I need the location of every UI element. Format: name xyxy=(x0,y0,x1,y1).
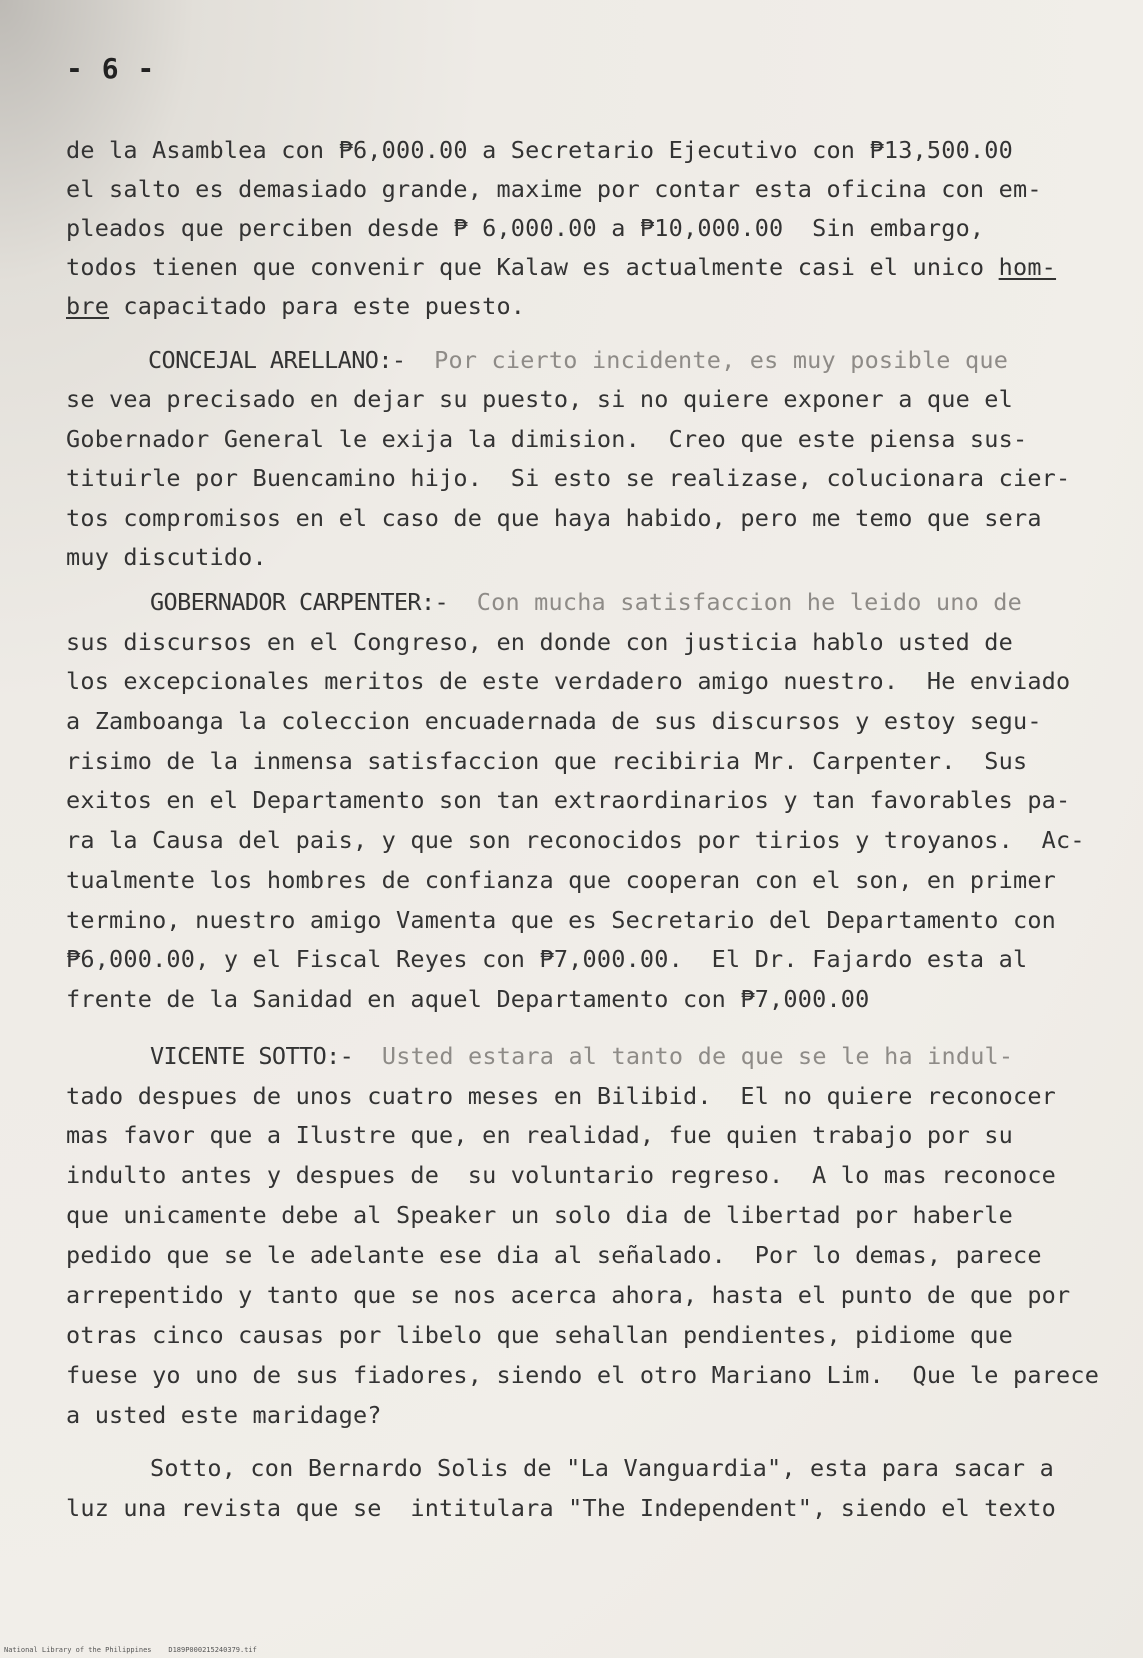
text-line: el salto es demasiado grande, maxime por contar esta oficina con em- xyxy=(66,175,1042,203)
text-segment: capacitado para este puesto. xyxy=(109,292,526,320)
text-line: mas favor que a Ilustre que, en realidad, fue quien trabajo por su xyxy=(66,1121,1013,1149)
speaker-name: CONCEJAL ARELLANO:- xyxy=(148,346,406,374)
text-line: pedido que se le adelante ese dia al señalado. Por lo demas, parece xyxy=(66,1241,1042,1269)
text-line: frente de la Sanidad en aquel Departamento con ₱7,000.00 xyxy=(66,985,870,1013)
text-line: fuese yo uno de sus fiadores, siendo el otro Mariano Lim. Que le parece xyxy=(66,1361,1100,1389)
speaker-name: VICENTE SOTTO:- xyxy=(150,1042,354,1070)
scan-footer: National Library of the Philippines D189P000215240379.tif xyxy=(4,1646,257,1654)
text-line: a usted este maridage? xyxy=(66,1401,382,1429)
text-line: muy discutido. xyxy=(66,543,267,571)
text-line: pleados que perciben desde ₱ 6,000.00 a ₱10,000.00 Sin embargo, xyxy=(66,214,985,242)
text-line: otras cinco causas por libelo que sehallan pendientes, pidiome que xyxy=(66,1321,1013,1349)
text-line: ₱6,000.00, y el Fiscal Reyes con ₱7,000.00. El Dr. Fajardo esta al xyxy=(66,945,1028,973)
speaker-name: GOBERNADOR CARPENTER:- xyxy=(150,588,449,616)
text-line xyxy=(150,1035,1013,1077)
text-line: de la Asamblea con ₱6,000.00 a Secretario Ejecutivo con ₱13,500.00 xyxy=(66,136,1013,164)
text-segment: todos tienen que convenir que Kalaw es actualmente casi el unico xyxy=(66,253,999,281)
text-line xyxy=(66,285,525,327)
text-line xyxy=(150,581,1022,623)
text-line: que unicamente debe al Speaker un solo dia de libertad por haberle xyxy=(66,1201,1013,1229)
text-line xyxy=(148,339,1008,381)
text-segment: Con mucha satisfaccion he leido uno de xyxy=(448,588,1022,616)
text-line: arrepentido y tanto que se nos acerca ahora, hasta el punto de que por xyxy=(66,1281,1071,1309)
text-line: Gobernador General le exija la dimision. Creo que este piensa sus- xyxy=(66,425,1028,453)
text-segment: Por cierto incidente, es muy posible que xyxy=(405,346,1009,374)
underlined-text: bre xyxy=(66,292,110,320)
text-line: risimo de la inmensa satisfaccion que recibiria Mr. Carpenter. Sus xyxy=(66,747,1028,775)
text-line: Sotto, con Bernardo Solis de "La Vanguardia", esta para sacar a xyxy=(150,1454,1054,1482)
text-line: ra la Causa del pais, y que son reconocidos por tirios y troyanos. Ac- xyxy=(66,826,1085,854)
text-line: luz una revista que se intitulara "The Independent", siendo el texto xyxy=(66,1494,1057,1522)
text-line: exitos en el Departamento son tan extraordinarios y tan favorables pa- xyxy=(66,786,1071,814)
text-line: tos compromisos en el caso de que haya habido, pero me temo que sera xyxy=(66,504,1042,532)
text-line: tualmente los hombres de confianza que cooperan con el son, en primer xyxy=(66,866,1057,894)
text-line: indulto antes y despues de su voluntario regreso. A lo mas reconoce xyxy=(66,1161,1057,1189)
text-line: a Zamboanga la coleccion encuadernada de sus discursos y estoy segu- xyxy=(66,707,1042,735)
text-line: se vea precisado en dejar su puesto, si no quiere exponer a que el xyxy=(66,385,1013,413)
text-line: sus discursos en el Congreso, en donde con justicia hablo usted de xyxy=(66,628,1013,656)
text-line xyxy=(66,246,1056,288)
text-segment: Usted estara al tanto de que se le ha indul- xyxy=(353,1042,1014,1070)
page-number: - 6 - xyxy=(66,52,156,85)
underlined-text: hom- xyxy=(998,253,1057,281)
text-line: termino, nuestro amigo Vamenta que es Secretario del Departamento con xyxy=(66,906,1057,934)
text-line: tituirle por Buencamino hijo. Si esto se realizase, colucionara cier- xyxy=(66,464,1071,492)
text-line: los excepcionales meritos de este verdadero amigo nuestro. He enviado xyxy=(66,667,1071,695)
text-line: tado despues de unos cuatro meses en Bilibid. El no quiere reconocer xyxy=(66,1082,1057,1110)
